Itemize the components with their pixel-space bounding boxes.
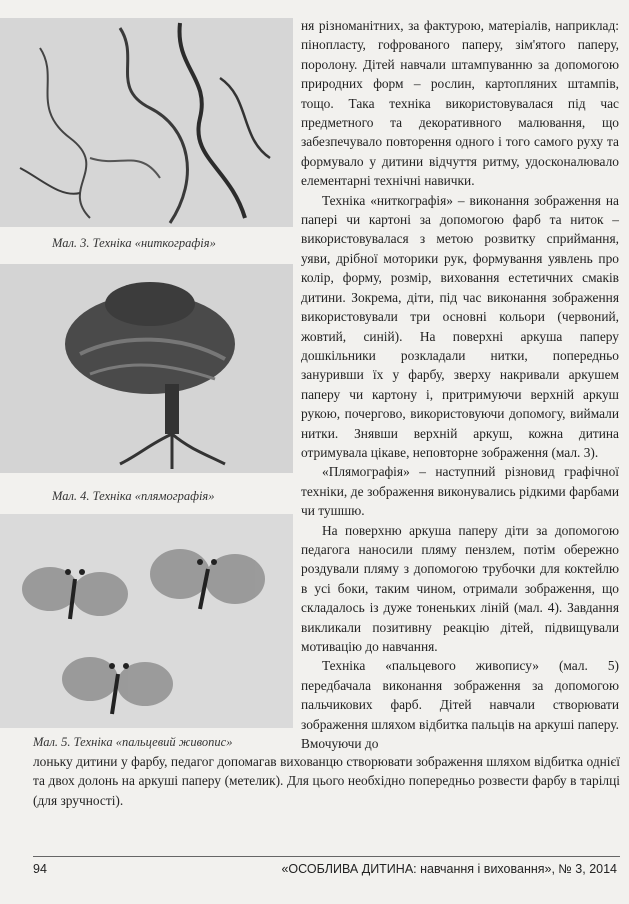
thread-print-image — [0, 18, 293, 227]
figure-5-caption: Мал. 5. Техніка «пальцевий живопис» — [33, 735, 233, 749]
paragraph-6: лоньку дитини у фарбу, педагог допомагав вихованцю створювати зображення шляхом відбитка однієї та двох долонь на аркуші паперу (метелик). Для цього необхідно попередньо розвести фарбу в тарілці (для зручності). — [33, 754, 620, 808]
paragraph-5: Техніка «пальцевого живопису» (мал. 5) передбачала виконання зображення за допомогою пальчикових фарб. Дітей навчали створювати зображення шляхом відбитка пальців на аркуші паперу. Вмочуючи до — [301, 658, 619, 752]
figure-4-caption: Мал. 4. Техніка «плямографія» — [52, 489, 215, 503]
paragraph-4: На поверхню аркуша паперу діти за допомогою педагога наносили пляму пензлем, потім обережно роздували пляму з допомогою трубочки для коктейлю в усі боки, таким чином, отримали зображення, що складалось із дуже тоненьких ліній (мал. 4). Завдання викликали позитивну реакцію дітей, підвищували мотивацію до навчання. — [301, 522, 619, 654]
blot-tree-image — [0, 264, 293, 473]
journal-title: «ОСОБЛИВА ДИТИНА: навчання і виховання», № 3, 2014 — [281, 862, 617, 876]
figure-5-photo — [0, 514, 293, 728]
figure-3-photo — [0, 18, 293, 227]
figure-3-caption: Мал. 3. Техніка «ниткографія» — [52, 236, 216, 250]
footer-rule — [33, 856, 620, 857]
handprint-butterflies-image — [0, 514, 293, 728]
figure-4-photo — [0, 264, 293, 473]
paragraph-2: Техніка «ниткографія» – виконання зображення на папері чи картоні за допомогою фарб та ниток – використовувалася з метою розвитку сприймання, уяви, дрібної моторики рук, формування уявлень про колір, форму, розмір, виховання естетичних смаків дитини. Зокрема, діти, під час виконання зображення використовували три основні кольори (червоний, жовтий, синій). На поверхні аркуша паперу дошкільники розкладали нитки, попередньо зануривши їх у фарбу, зверху накривали аркушем паперу чи картону і, притримуючи верхній аркуш рукою, почергово, використовуючи допомогу, виймали нитки. Знявши верхній аркуш, кожна дитина отримувала цікаве, неповторне зображення (мал. 3). — [301, 192, 619, 460]
paragraph-3: «Плямографія» – наступний різновид графічної техніки, де зображення виконувались рідкими фарбами чи тушшю. — [301, 464, 619, 519]
full-width-text — [33, 752, 620, 810]
page-number: 94 — [33, 862, 47, 876]
paragraph-1: ня різноманітних, за фактурою, матеріалів, наприклад: пінопласту, гофрованого паперу, зім'ятого паперу, поролону. Дітей навчали штампуванню за допомогою природних форм – рослин, картопляних штампів, тощо. Така техніка використовувалася під час предметного та декоративного малювання, що забезпечувало повторення одного і того самого руху та формувало у дитини відчуття ритму, удосконалювало елементарні технічні навички. — [301, 18, 619, 189]
right-column-text — [301, 16, 619, 753]
